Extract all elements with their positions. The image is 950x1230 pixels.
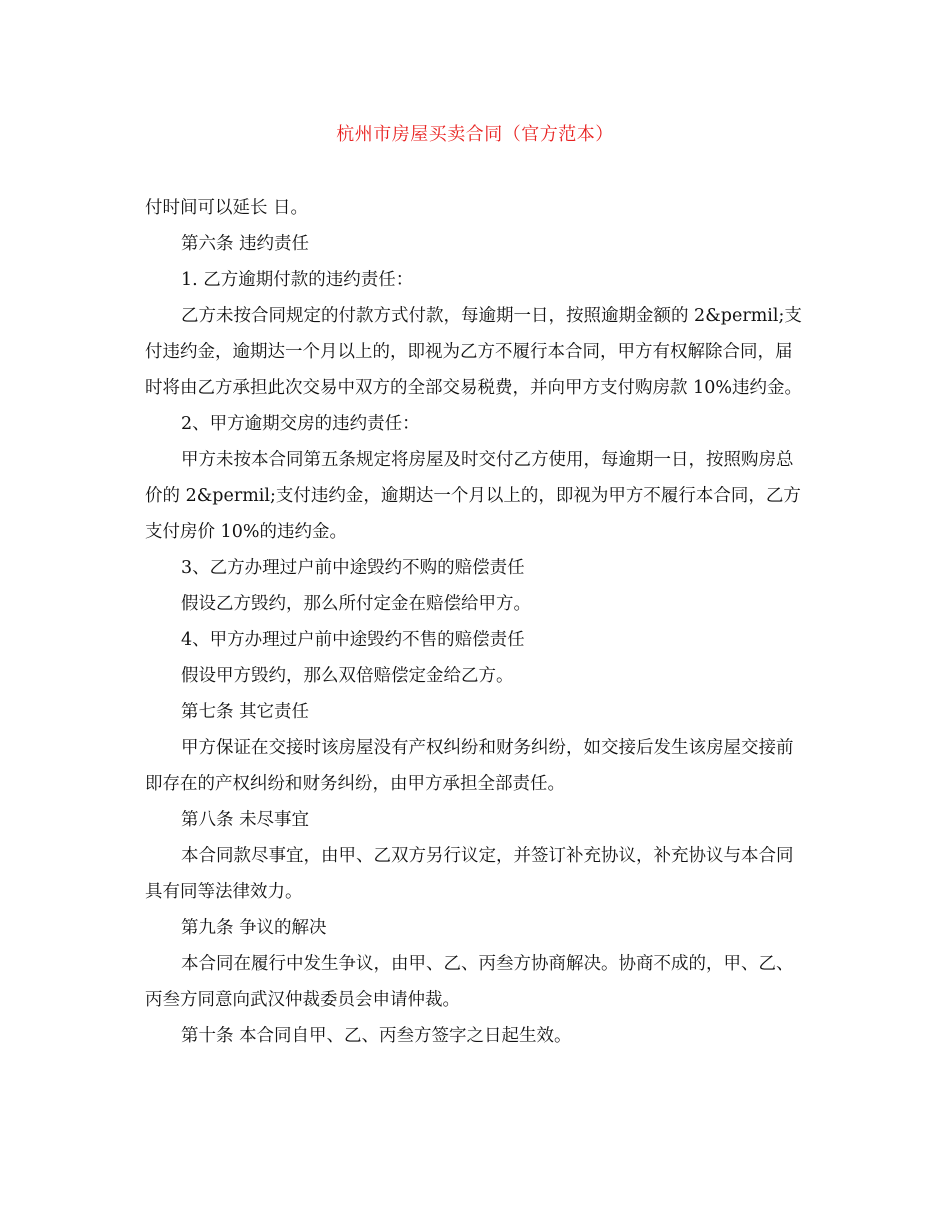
clause-heading: 3、乙方办理过户前中途毁约不购的赔偿责任 [181,558,525,578]
clause-heading: 2、甲方逾期交房的违约责任： [181,414,420,434]
section-heading: 第七条 其它责任 [181,702,310,722]
paragraph: 假设乙方毁约，那么所付定金在赔偿给甲方。 [181,594,531,614]
section-heading: 第八条 未尽事宜 [181,810,310,830]
document-title: 杭州市房屋买卖合同（官方范本） [336,124,614,145]
paragraph: 乙方未按合同规定的付款方式付款，每逾期一日，按照逾期金额的 2&permil;支付违约金，逾期达一个月以上的，即视为乙方不履行本合同，甲方有权解除合同，届时将由乙方承担此次交易中双方的全部交易税费，并向甲方支付购房款 10%违约金。 [145,306,802,398]
document-body [145,190,809,1054]
paragraph: 甲方保证在交接时该房屋没有产权纠纷和财务纠纷，如交接后发生该房屋交接前即存在的产权纠纷和财务纠纷，由甲方承担全部责任。 [145,738,794,794]
paragraph: 甲方未按本合同第五条规定将房屋及时交付乙方使用，每逾期一日，按照购房总价的 2&permil;支付违约金，逾期达一个月以上的，即视为甲方不履行本合同，乙方支付房价 10%的违约金。 [145,450,801,542]
paragraph: 本合同在履行中发生争议，由甲、乙、丙叁方协商解决。协商不成的，甲、乙、丙叁方同意向武汉仲裁委员会申请仲裁。 [145,954,794,1010]
paragraph: 付时间可以延长 日。 [145,198,309,218]
clause-heading: 4、甲方办理过户前中途毁约不售的赔偿责任 [181,630,525,650]
paragraph: 本合同款尽事宜，由甲、乙双方另行议定，并签订补充协议，补充协议与本合同具有同等法律效力。 [145,846,794,902]
section-heading: 第十条 本合同自甲、乙、丙叁方签字之日起生效。 [181,1026,572,1046]
section-heading: 第九条 争议的解决 [181,918,327,938]
clause-heading: 1. 乙方逾期付款的违约责任： [181,270,414,290]
section-heading: 第六条 违约责任 [181,234,310,254]
paragraph: 假设甲方毁约，那么双倍赔偿定金给乙方。 [181,666,514,686]
